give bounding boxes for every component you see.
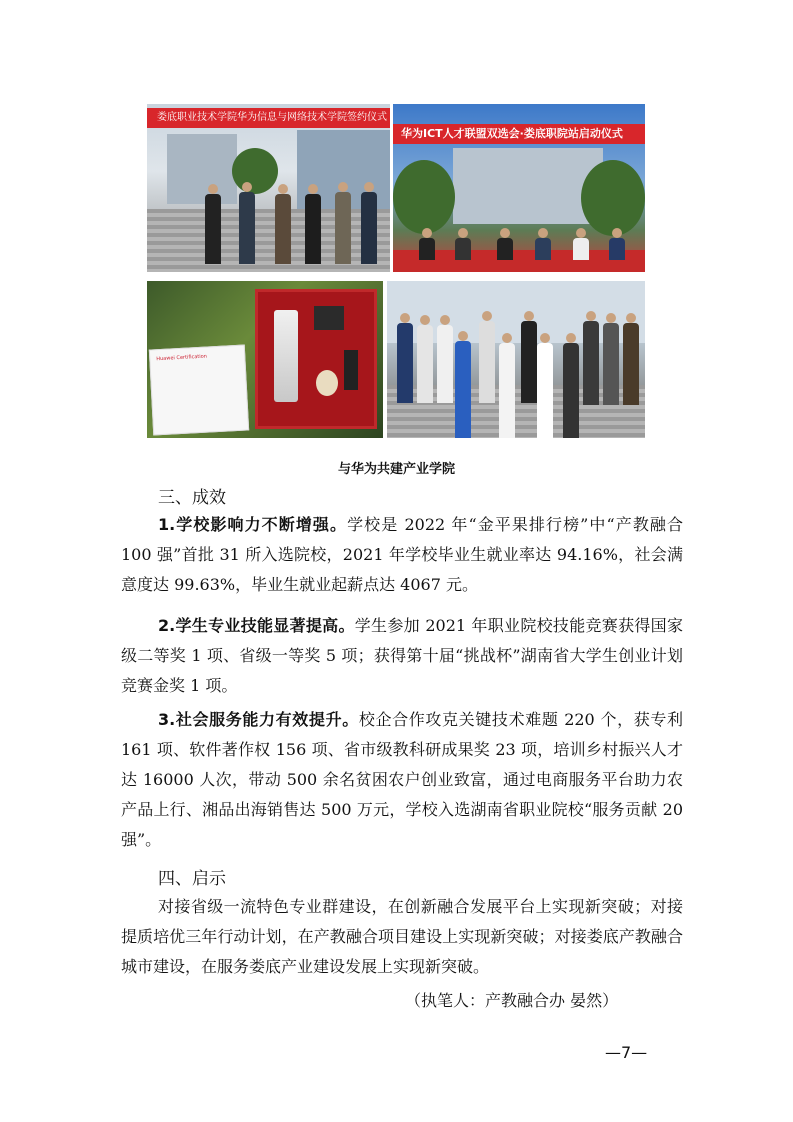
result-item-3	[121, 705, 683, 855]
photo1-banner: 娄底职业技术学院华为信息与网络技术学院签约仪式	[147, 108, 390, 128]
result-item-1-text: 学校是 2022 年“金平果排行榜”中“产教融合 100 强”首批 31 所入选院校，2021 年学校毕业生就业率达 94.16%，社会满意度达 99.63%，毕业生就业起薪点达 4067 元。	[121, 515, 683, 594]
photo-group-students	[387, 281, 645, 438]
result-item-3-title: 3.社会服务能力有效提升。	[158, 710, 359, 729]
photo-award-box	[147, 281, 383, 438]
certificate-title: Huawei Certification	[156, 353, 208, 363]
section4-heading: 四、启示	[158, 869, 226, 889]
photo-collage	[147, 104, 645, 438]
photo-signing-ceremony	[147, 104, 390, 272]
result-item-1	[121, 510, 683, 600]
photo-launch-ceremony	[393, 104, 645, 272]
page-number: —7—	[605, 1043, 648, 1062]
figure-caption: 与华为共建产业学院	[337, 462, 455, 477]
certificate	[149, 345, 249, 436]
section3-heading: 三、成效	[158, 488, 226, 508]
result-item-2-title: 2.学生专业技能显著提高。	[158, 616, 355, 635]
result-item-1-title: 1.学校影响力不断增强。	[158, 515, 348, 534]
author-line: （执笔人：产教融合办 晏然）	[405, 991, 619, 1010]
award-gift-box	[255, 289, 377, 429]
photo2-banner: 华为ICT人才联盟双选会·娄底职院站启动仪式	[393, 124, 645, 144]
result-item-2-text: 学生参加 2021 年职业院校技能竞赛获得国家级二等奖 1 项、省级一等奖 5 项；获得第十届“挑战杯”湖南省大学生创业计划竞赛金奖 1 项。	[121, 616, 683, 695]
result-item-2	[121, 611, 683, 701]
insight-paragraph: 对接省级一流特色专业群建设，在创新融合发展平台上实现新突破；对接提质培优三年行动计划，在产教融合项目建设上实现新突破；对接娄底产教融合城市建设，在服务娄底产业建设发展上实现新突破。	[121, 897, 683, 976]
result-item-3-text: 校企合作攻克关键技术难题 220 个，获专利 161 项、软件著作权 156 项、省市级教科研成果奖 23 项，培训乡村振兴人才达 16000 人次，带动 500 余名贫困农户创业致富，通过电商服务平台助力农产品上行、湘品出海销售达 500 万元，学校入选湖南省职业院校“服务贡献 20 强”。	[121, 710, 683, 849]
